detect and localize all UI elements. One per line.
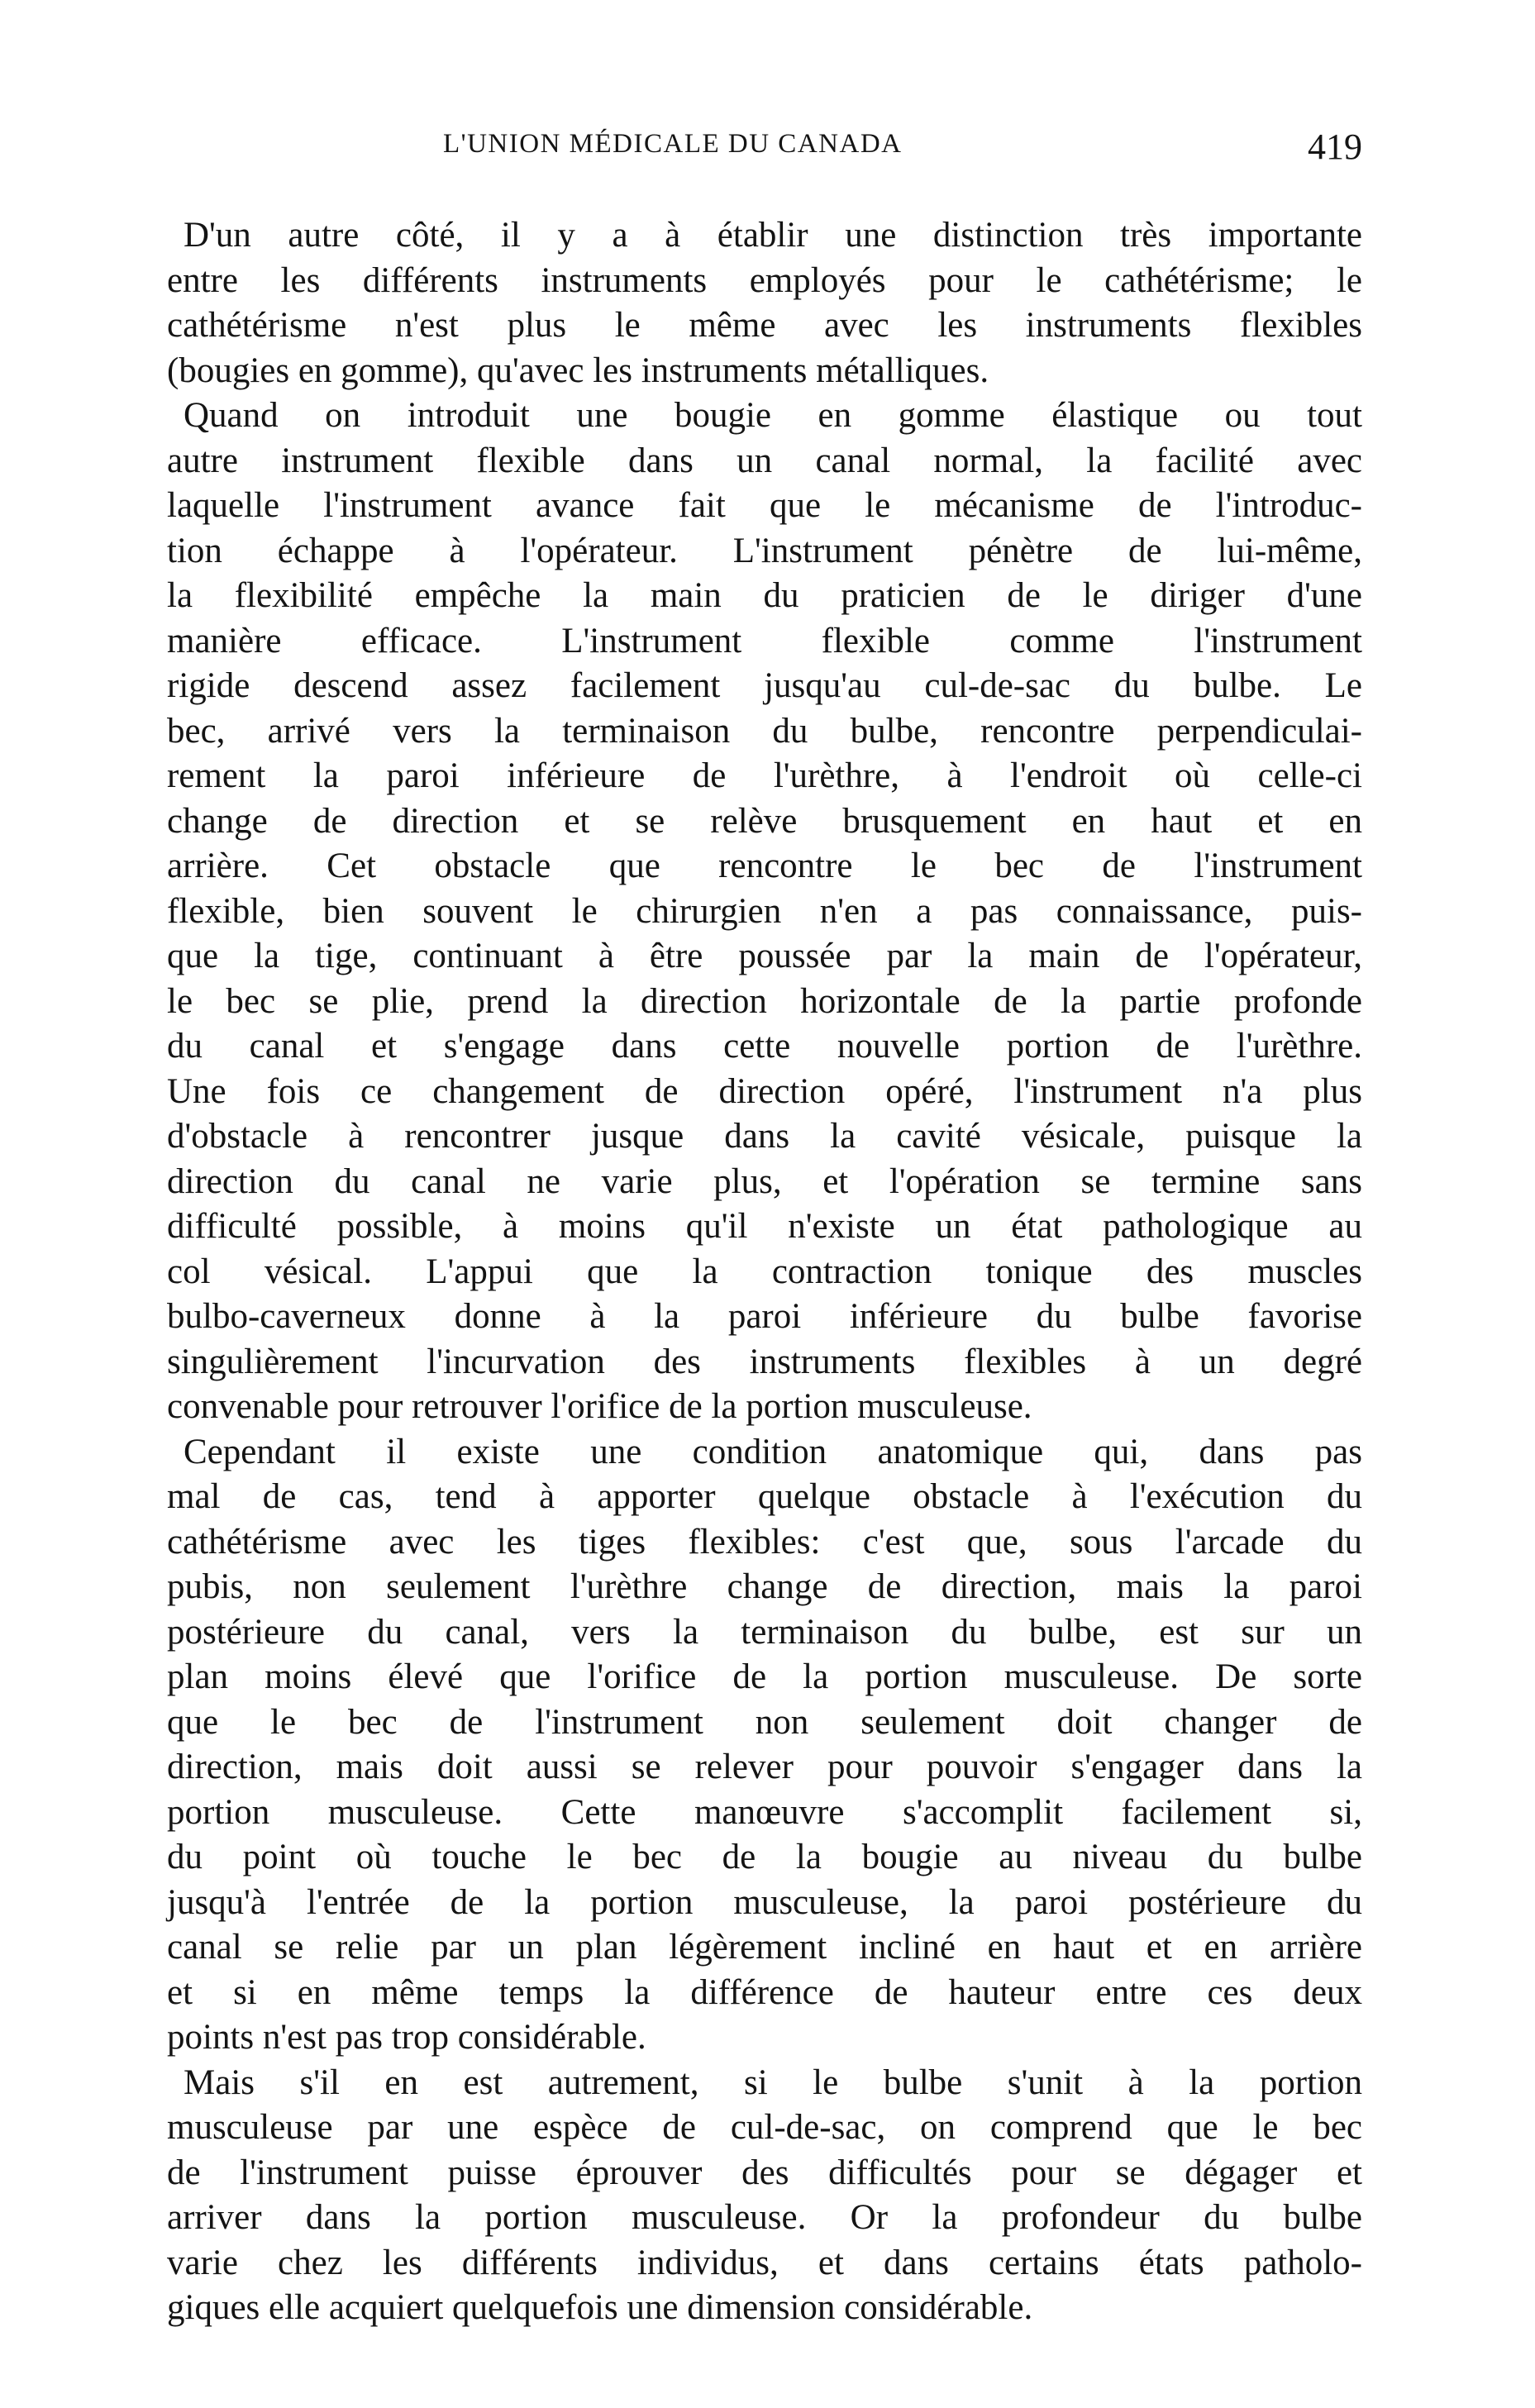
text-line: varie chez les différents individus, et dans certains états patholo- xyxy=(167,2243,1362,2282)
text-line: de l'instrument puisse éprouver des difficultés pour se dégager et xyxy=(167,2153,1362,2192)
text-line: difficulté possible, à moins qu'il n'existe un état pathologique au xyxy=(167,1207,1362,1246)
text-line: arriver dans la portion musculeuse. Or la profondeur du bulbe xyxy=(167,2198,1362,2237)
text-line: arrière. Cet obstacle que rencontre le bec de l'instrument xyxy=(167,846,1362,885)
text-line: que la tige, continuant à être poussée par la main de l'opérateur, xyxy=(167,937,1362,975)
text-line: change de direction et se relève brusquement en haut et en xyxy=(167,801,1362,841)
text-line: canal se relie par un plan légèrement incliné en haut et en arrière xyxy=(167,1928,1362,1967)
text-line: du canal et s'engage dans cette nouvelle portion de l'urèthre. xyxy=(167,1027,1362,1066)
text-line: rigide descend assez facilement jusqu'au cul-de-sac du bulbe. Le xyxy=(167,666,1362,705)
text-line: laquelle l'instrument avance fait que le mécanisme de l'introduc- xyxy=(167,486,1362,525)
text-line: autre instrument flexible dans un canal normal, la facilité avec xyxy=(167,441,1362,480)
text-line: giques elle acquiert quelquefois une dimension considérable. xyxy=(167,2288,1033,2327)
text-line: singulièrement l'incurvation des instruments flexibles à un degré xyxy=(167,1342,1362,1381)
text-line: bec, arrivé vers la terminaison du bulbe, rencontre perpendiculai- xyxy=(167,711,1362,751)
text-line: le bec se plie, prend la direction horizontale de la partie profonde xyxy=(167,981,1362,1021)
text-line: et si en même temps la différence de hauteur entre ces deux xyxy=(167,1972,1362,2012)
text-line: plan moins élevé que l'orifice de la portion musculeuse. De sorte xyxy=(167,1657,1362,1696)
text-line: jusqu'à l'entrée de la portion musculeuse, la paroi postérieure du xyxy=(167,1882,1362,1922)
text-line: col vésical. L'appui que la contraction tonique des muscles xyxy=(167,1252,1362,1291)
text-line: points n'est pas trop considérable. xyxy=(167,2018,646,2057)
page-number: 419 xyxy=(1308,126,1362,167)
journal-title: L'UNION MÉDICALE DU CANADA xyxy=(443,129,903,159)
text-line: rement la paroi inférieure de l'urèthre, à l'endroit où celle-ci xyxy=(167,756,1362,795)
text-line: entre les différents instruments employés pour le cathétérisme; le xyxy=(167,260,1362,300)
text-line: Quand on introduit une bougie en gomme élastique ou tout xyxy=(184,396,1362,435)
text-line: D'un autre côté, il y a à établir une distinction très importante xyxy=(184,216,1362,255)
text-line: Une fois ce changement de direction opéré, l'instrument n'a plus xyxy=(167,1071,1362,1111)
text-line: manière efficace. L'instrument flexible comme l'instrument xyxy=(167,621,1362,660)
text-line: mal de cas, tend à apporter quelque obstacle à l'exécution du xyxy=(167,1477,1362,1516)
text-line: bulbo-caverneux donne à la paroi inférieure du bulbe favorise xyxy=(167,1297,1362,1336)
text-line: postérieure du canal, vers la terminaison du bulbe, est sur un xyxy=(167,1612,1362,1652)
text-line: convenable pour retrouver l'orifice de la portion musculeuse. xyxy=(167,1387,1032,1426)
text-line: portion musculeuse. Cette manœuvre s'accomplit facilement si, xyxy=(167,1792,1362,1832)
text-line: la flexibilité empêche la main du praticien de le diriger d'une xyxy=(167,576,1362,615)
text-line: du point où touche le bec de la bougie au niveau du bulbe xyxy=(167,1838,1362,1876)
text-line: cathétérisme n'est plus le même avec les instruments flexibles xyxy=(167,306,1362,345)
text-line: musculeuse par une espèce de cul-de-sac, on comprend que le bec xyxy=(167,2108,1362,2147)
text-line: flexible, bien souvent le chirurgien n'en a pas connaissance, puis- xyxy=(167,891,1362,931)
text-line: tion échappe à l'opérateur. L'instrument pénètre de lui-même, xyxy=(167,531,1362,570)
text-line: Cependant il existe une condition anatomique qui, dans pas xyxy=(184,1432,1362,1471)
text-line: Mais s'il en est autrement, si le bulbe s'unit à la portion xyxy=(184,2062,1362,2102)
text-line: (bougies en gomme), qu'avec les instruments métalliques. xyxy=(167,350,989,390)
text-line: d'obstacle à rencontrer jusque dans la cavité vésicale, puisque la xyxy=(167,1117,1362,1156)
text-line: cathétérisme avec les tiges flexibles: c'est que, sous l'arcade du xyxy=(167,1522,1362,1562)
text-line: direction du canal ne varie plus, et l'opération se termine sans xyxy=(167,1161,1362,1201)
running-head xyxy=(170,126,1362,175)
text-line: pubis, non seulement l'urèthre change de direction, mais la paroi xyxy=(167,1567,1362,1606)
body-text xyxy=(167,213,1362,2331)
text-line: que le bec de l'instrument non seulement doit changer de xyxy=(167,1702,1362,1742)
text-line: direction, mais doit aussi se relever pour pouvoir s'engager dans la xyxy=(167,1748,1362,1786)
